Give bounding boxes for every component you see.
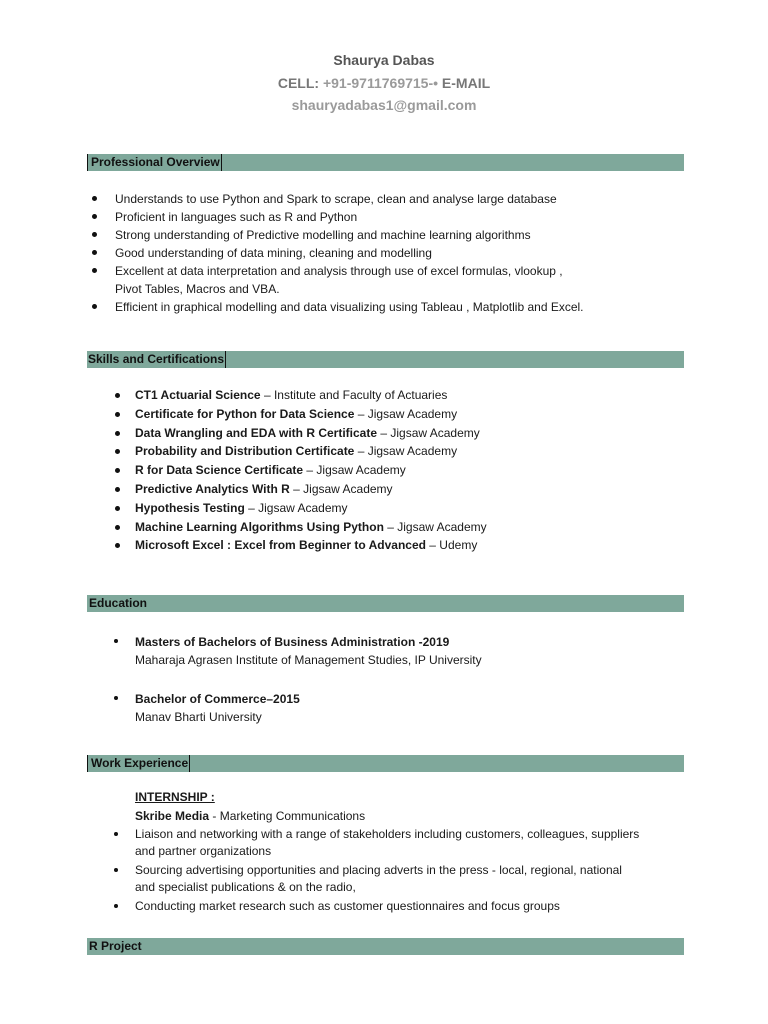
list-item: Machine Learning Algorithms Using Python – Jigsaw Academy [135, 518, 487, 537]
section-bar-skills [87, 351, 684, 368]
bullet-icon [115, 449, 120, 454]
list-item: Excellent at data interpretation and analysis through use of excel formulas, vlookup , Pivot Tables, Macros and VBA. [115, 262, 584, 298]
bullet-icon [115, 393, 120, 398]
email-label: E-MAIL [441, 75, 491, 91]
bullet-icon [115, 431, 120, 436]
internship-heading: INTERNSHIP : [135, 790, 215, 804]
bullet-icon [92, 196, 97, 201]
bullet-icon [92, 268, 97, 273]
email-address: shauryadabas1@gmail.com [291, 97, 477, 113]
list-item: Bachelor of Commerce–2015 Manav Bharti University [135, 690, 300, 726]
contact-line [0, 75, 768, 91]
list-item: Conducting market research such as customer questionnaires and focus groups [135, 898, 639, 915]
skills-list [135, 386, 487, 555]
cell-label: CELL: [277, 75, 320, 91]
bullet-icon [114, 832, 118, 836]
section-bar-overview [87, 154, 684, 171]
overview-list [115, 190, 584, 316]
bullet-icon [114, 639, 118, 643]
list-item: Liaison and networking with a range of stakeholders including customers, colleagues, suppliers and partner organizations [135, 826, 639, 860]
bullet-icon [115, 412, 120, 417]
section-title-skills: Skills and Certifications [88, 352, 225, 366]
list-item: CT1 Actuarial Science – Institute and Faculty of Actuaries [135, 386, 487, 405]
bullet-icon [92, 250, 97, 255]
bullet-icon [114, 696, 118, 700]
candidate-name: Shaurya Dabas [333, 52, 435, 68]
list-item: R for Data Science Certificate – Jigsaw Academy [135, 461, 487, 480]
list-item: Understands to use Python and Spark to scrape, clean and analyse large database [115, 190, 584, 208]
bullet-icon [114, 904, 118, 908]
section-bar-work [87, 755, 684, 772]
list-item: Hypothesis Testing – Jigsaw Academy [135, 499, 487, 518]
list-item: Microsoft Excel : Excel from Beginner to Advanced – Udemy [135, 536, 487, 555]
bullet-icon [114, 868, 118, 872]
list-item: Sourcing advertising opportunities and placing adverts in the press - local, regional, national and specialist publications & on the radio, [135, 862, 639, 896]
company-line: Skribe Media - Marketing Communications [135, 809, 366, 823]
bullet-icon [115, 525, 120, 530]
bullet-icon [115, 506, 120, 511]
section-title-project: R Project [89, 939, 142, 953]
list-item: Certificate for Python for Data Science – Jigsaw Academy [135, 405, 487, 424]
bullet-icon [115, 487, 120, 492]
list-item: Proficient in languages such as R and Python [115, 208, 584, 226]
section-bar-education [87, 595, 684, 612]
list-item: Strong understanding of Predictive modelling and machine learning algorithms [115, 226, 584, 244]
education-entry-mba [135, 633, 482, 669]
list-item: Masters of Bachelors of Business Administration -2019 Maharaja Agrasen Institute of Management Studies, IP University [135, 633, 482, 669]
section-title-overview: Professional Overview [87, 154, 222, 171]
bullet-icon [115, 468, 120, 473]
phone-number: +91-9711769715-• [322, 75, 439, 91]
bullet-icon [92, 232, 97, 237]
list-item: Predictive Analytics With R – Jigsaw Academy [135, 480, 487, 499]
bullet-icon [115, 543, 120, 548]
section-title-work: Work Experience [87, 755, 190, 772]
section-bar-project [87, 938, 684, 955]
list-item: Good understanding of data mining, cleaning and modelling [115, 244, 584, 262]
list-item: Probability and Distribution Certificate – Jigsaw Academy [135, 442, 487, 461]
section-title-education: Education [89, 596, 148, 610]
list-item: Data Wrangling and EDA with R Certificate – Jigsaw Academy [135, 424, 487, 443]
bullet-icon [92, 304, 97, 309]
education-entry-bcom [135, 690, 300, 726]
work-list [135, 826, 639, 917]
bullet-icon [92, 214, 97, 219]
list-item: Efficient in graphical modelling and data visualizing using Tableau , Matplotlib and Excel. [115, 298, 584, 316]
